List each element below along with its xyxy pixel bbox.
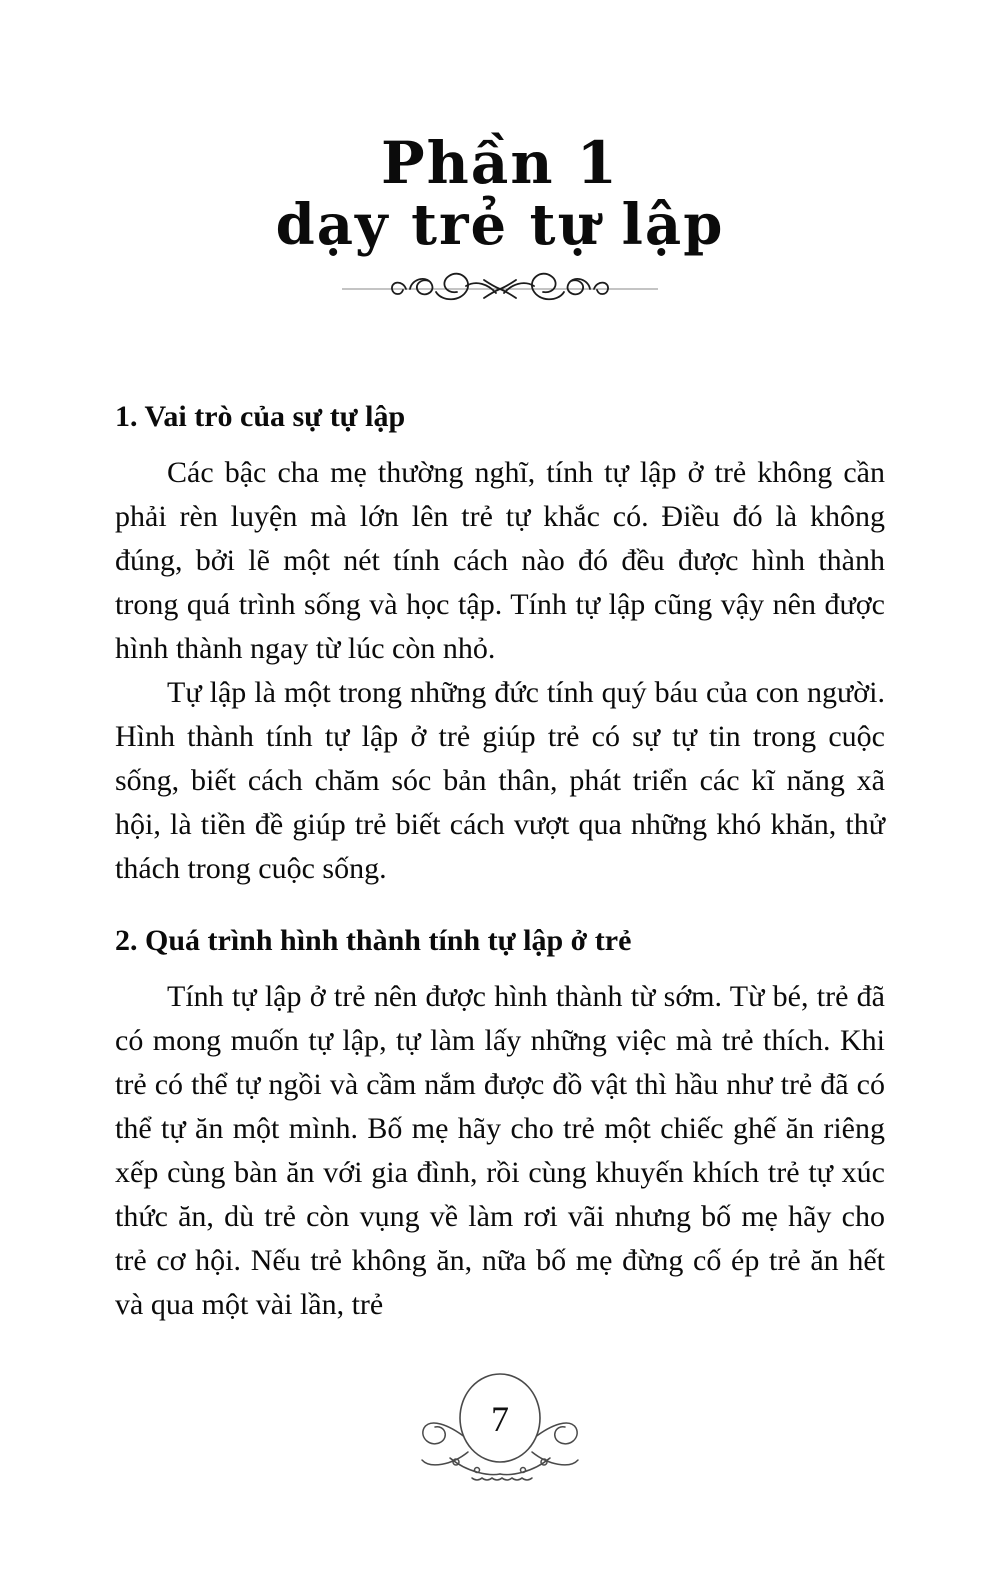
divider-flourish-icon <box>340 269 660 305</box>
paragraph: Tự lập là một trong những đức tính quý báu của con người. Hình thành tính tự lập ở trẻ giúp trẻ có sự tự tin trong cuộc sống, biết cách chăm sóc bản thân, phát triển các kĩ năng xã hội, là tiền đề giúp trẻ biết cách vượt qua những khó khăn, thử thách trong cuộc sống. <box>115 676 885 886</box>
section-heading: 2. Quá trình hình thành tính tự lập ở trẻ <box>115 924 632 958</box>
page-footer <box>390 1362 610 1492</box>
page-number: 7 <box>491 1399 509 1439</box>
paragraph: Tính tự lập ở trẻ nên được hình thành từ sớm. Từ bé, trẻ đã có mong muốn tự lập, tự làm lấy những việc mà trẻ thích. Khi trẻ có thể tự ngồi và cầm nắm được đồ vật thì hầu như trẻ đã có thể tự ăn một mình. Bố mẹ hãy cho trẻ một chiếc ghế ăn riêng xếp cùng bàn ăn với gia đình, rồi cùng khuyến khích trẻ tự xúc thức ăn, dù trẻ còn vụng về làm rơi vãi nhưng bố mẹ hãy cho trẻ cơ hội. Nếu trẻ không ăn, nữa bố mẹ đừng cố ép trẻ ăn hết và qua một vài lần, trẻ <box>115 980 885 1322</box>
section-formation-process <box>115 921 885 1327</box>
section-role-of-independence <box>115 397 885 891</box>
part-header <box>0 0 1000 305</box>
section-heading: 1. Vai trò của sự tự lập <box>115 400 406 434</box>
part-label: Phần 1 <box>380 129 620 197</box>
part-title: dạy trẻ tự lập <box>275 191 725 258</box>
page-content <box>115 397 885 1327</box>
paragraph: Các bậc cha mẹ thường nghĩ, tính tự lập ở trẻ không cần phải rèn luyện mà lớn lên trẻ tự khắc có. Điều đó là không đúng, bởi lẽ một nét tính cách nào đó đều được hình thành trong quá trình sống và học tập. Tính tự lập cũng vậy nên được hình thành ngay từ lúc còn nhỏ. <box>115 456 885 666</box>
